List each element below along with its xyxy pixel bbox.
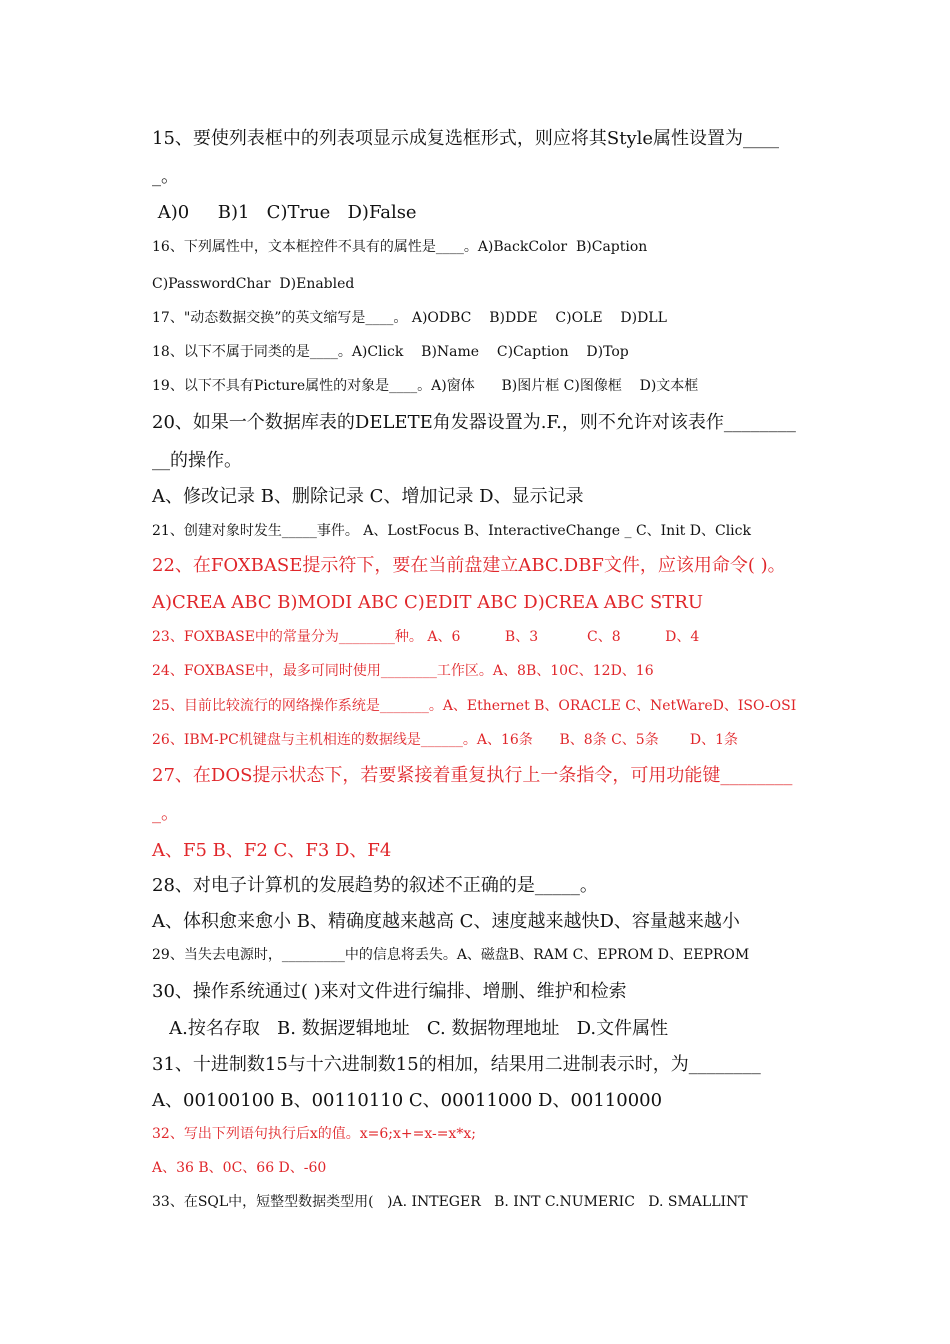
question-line: 31、十进制数15与十六进制数15的相加，结果用二进制表示时，为________ <box>152 1054 761 1075</box>
question-line: 33、在SQL中，短整型数据类型用( )A. INTEGER B. INT C.NUMERIC D. SMALLINT <box>152 1194 748 1210</box>
question-line: 22、在FOXBASE提示符下，要在当前盘建立ABC.DBF文件，应该用命令( )。 <box>152 555 786 576</box>
question-line: 28、对电子计算机的发展趋势的叙述不正确的是_____。 <box>152 875 598 896</box>
question-line: 24、FOXBASE中，最多可同时使用________工作区。A、8B、10C、12D、16 <box>152 663 654 679</box>
question-line: 26、IBM-PC机键盘与主机相连的数据线是______。A、16条 B、8条 C、5条 D、1条 <box>152 732 739 748</box>
question-line: _。 <box>152 803 179 824</box>
question-line: A、00100100 B、00110110 C、00011000 D、00110000 <box>152 1090 663 1111</box>
question-line: 20、如果一个数据库表的DELETE角发器设置为.F.，则不允许对该表作________ <box>152 412 796 433</box>
question-line: 16、下列属性中，文本框控件不具有的属性是____。A)BackColor B)Caption <box>152 239 648 255</box>
question-line: A)0 B)1 C)True D)False <box>152 202 417 223</box>
question-line: 25、目前比较流行的网络操作系统是_______。A、Ethernet B、ORACLE C、NetWareD、ISO-OSI <box>152 698 797 714</box>
question-line: A、F5 B、F2 C、F3 D、F4 <box>152 840 392 861</box>
question-line: 19、以下不具有Picture属性的对象是____。A)窗体 B)图片框 C)图像框 D)文本框 <box>152 378 699 394</box>
question-line: C)PasswordChar D)Enabled <box>152 276 355 292</box>
question-line: __的操作。 <box>152 450 242 471</box>
question-line: 15、要使列表框中的列表项显示成复选框形式，则应将其Style属性设置为____ <box>152 128 780 149</box>
question-line: 27、在DOS提示状态下，若要紧接着重复执行上一条指令，可用功能键________ <box>152 765 793 786</box>
question-line: 21、创建对象时发生_____事件。 A、LostFocus B、InteractiveChange _ C、Init D、Click <box>152 523 751 539</box>
question-line: A、体积愈来愈小 B、精确度越来越高 C、速度越来越快D、容量越来越小 <box>152 911 740 932</box>
question-line: 32、写出下列语句执行后x的值。x=6;x+=x-=x*x; <box>152 1126 476 1142</box>
question-line: A)CREA ABC B)MODI ABC C)EDIT ABC D)CREA ABC STRU <box>152 592 704 613</box>
question-line: _。 <box>152 166 179 187</box>
question-line: 18、以下不属于同类的是____。A)Click B)Name C)Caption D)Top <box>152 344 629 360</box>
question-line: A、36 B、0C、66 D、-60 <box>152 1160 327 1176</box>
question-line: 29、当失去电源时，_________中的信息将丢失。A、磁盘B、RAM C、EPROM D、EEPROM <box>152 947 750 963</box>
question-line: 17、"动态数据交换”的英文缩写是____。 A)ODBC B)DDE C)OLE D)DLL <box>152 310 667 326</box>
question-line: A.按名存取 B. 数据逻辑地址 C. 数据物理地址 D.文件属性 <box>152 1018 669 1039</box>
question-line: A、修改记录 B、删除记录 C、增加记录 D、显示记录 <box>152 486 584 507</box>
question-line: 30、操作系统通过( )来对文件进行编排、增删、维护和检索 <box>152 981 627 1002</box>
question-line: 23、FOXBASE中的常量分为________种。 A、6 B、3 C、8 D、4 <box>152 629 700 645</box>
